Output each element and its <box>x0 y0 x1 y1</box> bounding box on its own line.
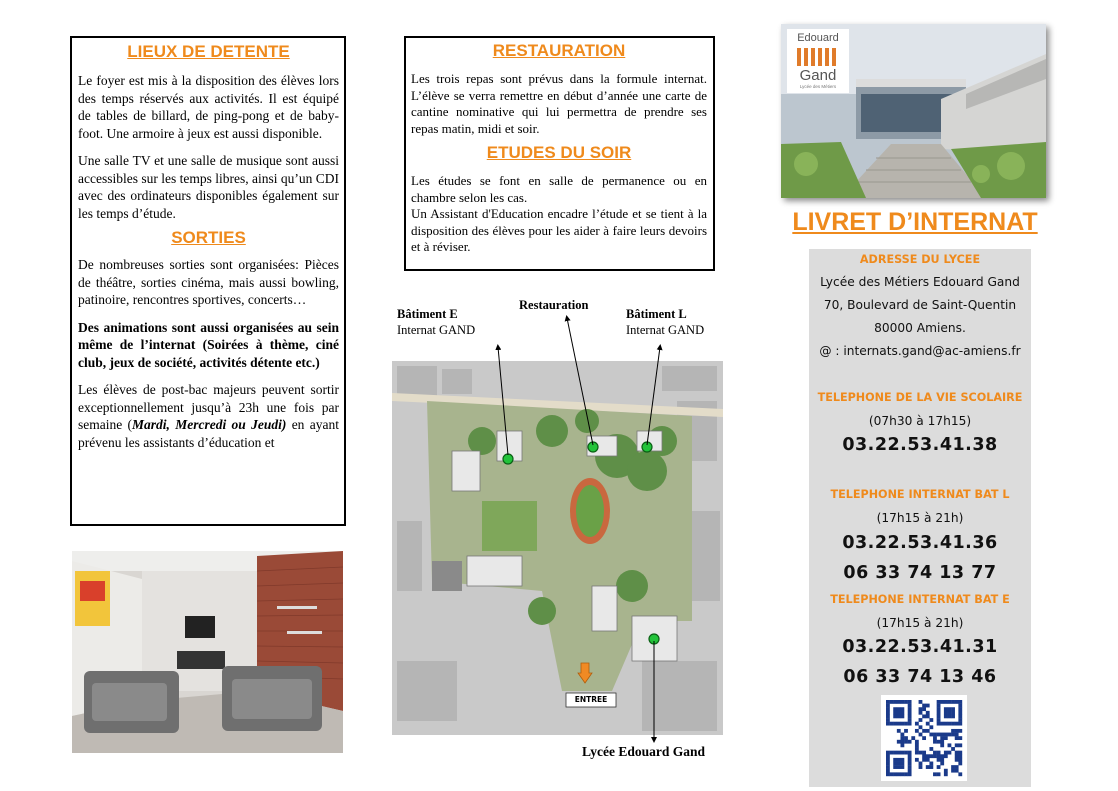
postbac-days: Mardi, Mercredi ou Jeudi) <box>132 417 287 432</box>
sorties-heading: SORTIES <box>171 228 246 247</box>
internat-l-heading: TELEPHONE INTERNAT BAT L <box>830 488 1010 501</box>
detente-heading: LIEUX DE DETENTE <box>127 42 290 61</box>
contact-panel <box>809 249 1031 787</box>
vie-scolaire-heading: TELEPHONE DE LA VIE SCOLAIRE <box>817 391 1023 404</box>
restauration-paragraph: Les trois repas sont prévus dans la formule internat. L’élève se verra remettre en début d’année une carte de cantine nominative qui lui permettra de prendre ses repas matin, midi et soir. <box>411 71 707 136</box>
internat-l-hours: (17h15 à 21h) <box>876 511 964 525</box>
address-line-2: 70, Boulevard de Saint-Quentin <box>823 298 1017 312</box>
bat-e-subtitle: Internat GAND <box>397 323 476 337</box>
detente-paragraph-2: Une salle TV et une salle de musique sont aussi accessibles sur les temps libres, ainsi qu’un CDI avec des ordinateurs disponibles également sur les temps d’étude. <box>78 153 339 221</box>
internat-e-heading: TELEPHONE INTERNAT BAT E <box>830 593 1010 606</box>
internat-l-phone-1[interactable]: 03.22.53.41.36 <box>842 533 998 553</box>
logo-mark <box>797 47 839 67</box>
logo-gand: Gand <box>799 67 837 84</box>
email-address[interactable]: @ : internats.gand@ac-amiens.fr <box>819 344 1021 358</box>
address-line-3: 80000 Amiens. <box>874 321 966 335</box>
address-line-1: Lycée des Métiers Edouard Gand <box>820 275 1020 289</box>
sorties-paragraph-1: De nombreuses sorties sont organisées: Pièces de théâtre, sorties cinéma, mais aussi bowling, patinoire, rencontres sportives, concerts… <box>78 257 339 307</box>
qr-code <box>881 695 967 781</box>
postbac-text-b: en ayant prévenu les assistants d’éducation et <box>78 417 339 450</box>
vie-scolaire-hours: (07h30 à 17h15) <box>868 414 972 428</box>
school-logo <box>787 29 849 93</box>
etudes-heading: ETUDES DU SOIR <box>486 143 632 162</box>
postbac-text-a: Les élèves de post-bac majeurs peuvent sortir exceptionnellement jusqu’à 23h une fois par semaine ( <box>78 382 339 432</box>
qr-code-pattern <box>881 695 967 781</box>
school-photo <box>781 24 1046 198</box>
logo-tagline: Lycée des Métiers <box>799 84 837 89</box>
internat-e-phone-1[interactable]: 03.22.53.41.31 <box>842 637 998 657</box>
etudes-paragraph-1: Les études se font en salle de permanence ou en chambre selon les cas. <box>411 173 707 205</box>
bat-l-title: Bâtiment L <box>626 307 687 321</box>
internat-e-hours: (17h15 à 21h) <box>876 616 964 630</box>
internat-l-phone-2[interactable]: 06 33 74 13 77 <box>843 563 997 583</box>
detente-paragraph-1: Le foyer est mis à la disposition des élèves lors des temps réservés aux activités. Il est équipé de tables de billard, de ping-pong et de baby-foot. Une armoire à jeux est aussi disponible. <box>78 73 339 141</box>
vie-scolaire-phone[interactable]: 03.22.53.41.38 <box>842 435 998 455</box>
bat-l-subtitle: Internat GAND <box>626 323 705 337</box>
etudes-paragraph-2: Un Assistant d'Education encadre l’étude et se tient à la disposition des élèves pour les aider à faire leurs devoirs et à réviser. <box>411 206 707 254</box>
logo-edouard: Edouard <box>797 32 839 44</box>
map-label-lycee: Lycée Edouard Gand <box>582 744 706 759</box>
map-label-restauration: Restauration <box>519 298 589 312</box>
sorties-paragraph-animations: Des animations sont aussi organisées au sein même de l’internat (Soirées à thème, ciné club, jeux de société, activités détente etc.) <box>78 319 339 370</box>
internat-e-phone-2[interactable]: 06 33 74 13 46 <box>843 667 997 687</box>
restauration-heading: RESTAURATION <box>492 41 626 60</box>
map-entree-label: ENTREE <box>574 695 608 704</box>
bat-e-title: Bâtiment E <box>397 307 458 321</box>
booklet-title: LIVRET D’INTERNAT <box>792 208 1038 236</box>
address-heading: ADRESSE DU LYCEE <box>859 253 981 266</box>
